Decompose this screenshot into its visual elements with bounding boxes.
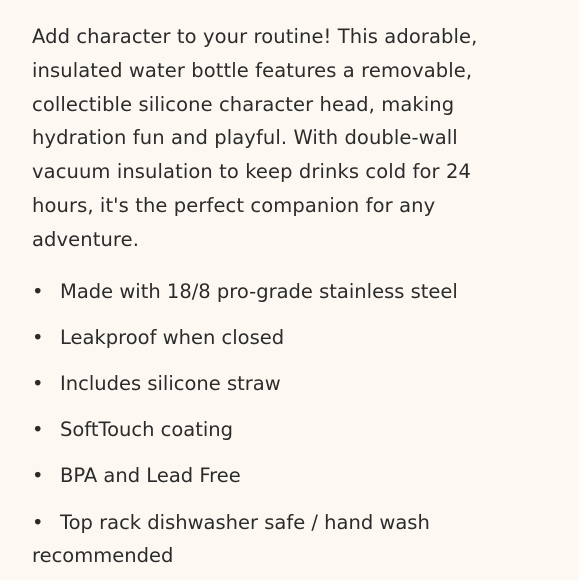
bullet-icon: • <box>32 371 44 395</box>
feature-item <box>32 321 555 355</box>
bullet-icon: • <box>32 510 44 534</box>
feature-text: Made with 18/8 pro-grade stainless steel <box>60 279 458 303</box>
feature-text: Leakproof when closed <box>60 325 285 349</box>
feature-text: SoftTouch coating <box>60 417 234 441</box>
feature-item <box>32 459 555 493</box>
bullet-icon: • <box>32 417 44 441</box>
feature-text: Includes silicone straw <box>60 371 281 395</box>
feature-item <box>32 506 452 573</box>
feature-list <box>32 275 555 573</box>
feature-item <box>32 275 555 309</box>
bullet-icon: • <box>32 463 44 487</box>
bullet-icon: • <box>32 279 44 303</box>
feature-item <box>32 413 555 447</box>
feature-text: BPA and Lead Free <box>60 463 241 487</box>
feature-text: Top rack dishwasher safe / hand wash recommended <box>32 510 430 568</box>
bullet-icon: • <box>32 325 44 349</box>
feature-item <box>32 367 555 401</box>
product-description: Add character to your routine! This adorable, insulated water bottle features a removable, collectible silicone character head, making hydration fun and playful. With double-wall vacuum insulation to keep drinks cold for 24 hours, it's the perfect companion for any adventure. <box>32 25 478 251</box>
